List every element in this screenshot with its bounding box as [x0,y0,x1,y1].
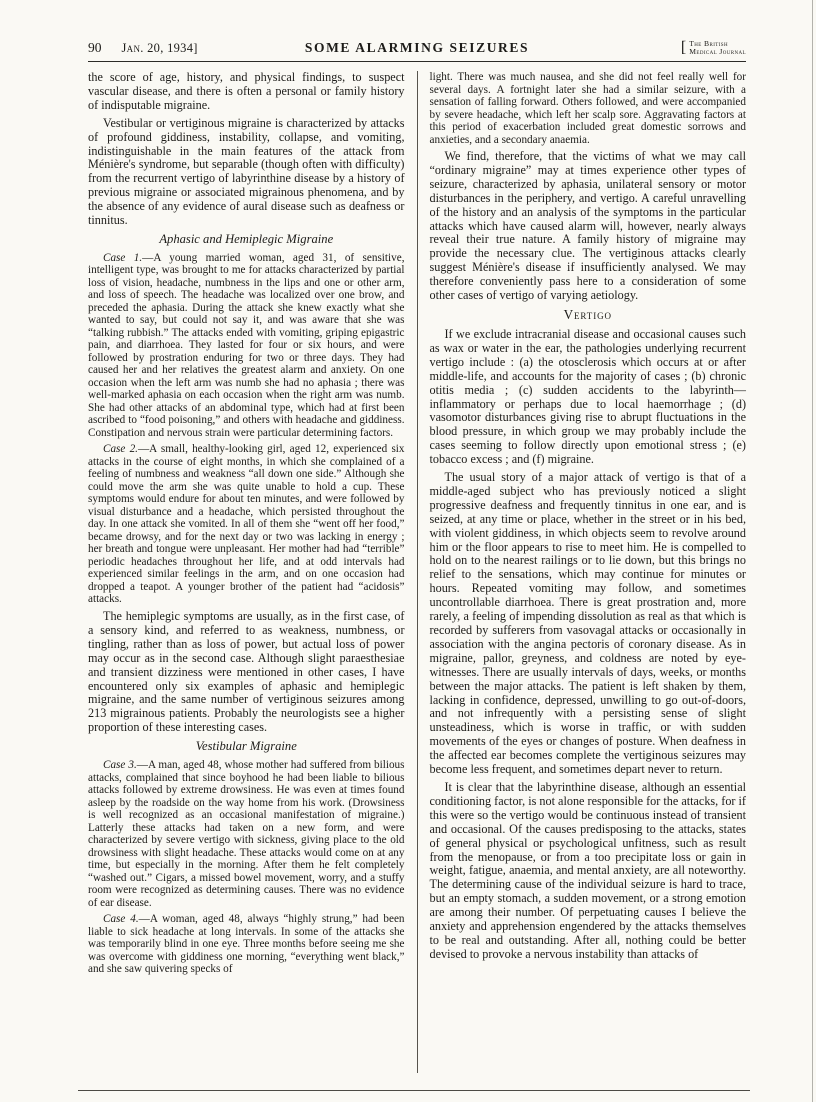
section-heading-vestibular-migraine: Vestibular Migraine [195,739,297,754]
journal-name [681,40,746,56]
header-left [88,40,305,56]
usual-story-paragraph: The usual story of a major attack of vertigo is that of a middle-aged subject who has previously noticed a slight progressive deafness and frequently tinnitus in one ear, and is seized, at any time or place, whether in the street or in his bed, with violent giddiness, in which objects seem to revolve around him or the floor appears to rise to meet him. He is compelled to hold on to the nearest railings or to lie down, but this brings no relief to the sensations, which may continue for minutes or hours. Repeated vomiting may follow, and sometimes uncontrollable diarrhoea. There is great prostration and, more rarely, a feeling of impending dissolution as real as that which is recorded by sufferers from vasovagal attacks or occasionally in association with the angina pectoris of coronary disease. As in migraine, pallor, greyness, and coldness are noted by eye-witnesses. There are usually intervals of days, weeks, or months between the major attacks. The patient is left shaken by them, lacking in confidence, depressed, unwilling to go out-of-doors, and not infrequently with a persisting sense of slight unsteadiness, which is worse in traffic, or with sudden movements of the eyes or changes of posture. When deafness in the affected ear becomes complete the vertiginous seizures may become less frequent, and sometimes depart never to return. [429,470,746,777]
case-4-label: Case 4. [103,913,139,926]
header-rule [88,61,746,62]
case-4-continued-paragraph: light. There was much nausea, and she did not feel really well for several days. A fortnight later she had a similar seizure, with a sensation of falling forward. Others followed, and were accompanied by severe headache, which left her scalp sore. Aggravating factors at this period of exacerbation included great domestic sorrows and anxieties, and a secondary anaemia. [429,71,746,146]
hemiplegic-symptoms-paragraph: The hemiplegic symptoms are usually, as in the first case, of a sensory kind, and referred to as weakness, numbness, or tingling, rather than as loss of power, but actual loss of power may occur as in the second case. Although slight paraesthesiae and transient dizziness were mentioned in other cases, I have encountered only six examples of aphasic and hemiplegic migraine, and the same number of vertiginous seizures among 213 migrainous patients. Probably the neurologists see a higher proportion of these interesting cases. [88,608,405,735]
labyrinthine-disease-paragraph: It is clear that the labyrinthine disease, although an essential conditioning factor, is not alone responsible for the attacks, for if this were so the vertigo would be continuous instead of transient and occasional. Of the causes predisposing to the attacks, states of general physical or psychological unfitness, such as result from the menopause, or from a too precipitate loss or gain in weight, fatigue, anaemia, and mental anxiety, are all noteworthy. The determining cause of the individual seizure is hard to trace, but an empty stomach, a sudden movement, or a strong emotion are among their number. Of perpetuating causes I believe the anxiety and apprehension engendered by the attacks themselves to be real and outstanding. After all, nothing could be better devised to provoke a nervous instability than attacks of [429,779,746,961]
continued-intro-paragraph: the score of age, history, and physical findings, to suspect vascular disease, and there is often a personal or family history of indisputable migraine. [88,70,405,112]
we-find-paragraph: We find, therefore, that the victims of what we may call “ordinary migraine” may at times experience other types of seizure, characterized by aphasia, unilateral sensory or motor disturbances in the periphery, and vertigo. A careful unravelling of the history and an analysis of the symptoms in the particular attacks which have caused alarm will, however, nearly always reveal their true nature. A family history of migraine may provide the necessary clue. The vertiginous attacks clearly suggest Ménière's disease if insufficiently analysed. We may therefore conveniently pass here to a consideration of some other cases of vertigo of varying aetiology. [429,149,746,303]
case-3-label: Case 3. [103,759,137,772]
vertigo-causes-paragraph: If we exclude intracranial disease and occasional causes such as wax or water in the ear, the pathologies underlying recurrent vertigo include : (a) the otosclerosis which occurs at or after middle-life, and accounts for the majority of cases ; (b) chronic otitis media ; (c) sudden accidents to the labyrinth—inflammatory or perhaps due to local haemorrhage ; (d) vasomotor disturbances giving rise to abrupt fluctuations in the blood pressure, in which group we may probably include the cases seeming to follow directly upon emotional stress ; (e) tobacco excess ; and (f) migraine. [429,326,746,467]
case-4-text: —A woman, aged 48, always “highly strung,” had been liable to sick headache at long intervals. In some of the attacks she was temporarily blind in one eye. Three months before seeing me she was overcome with giddiness one morning, “everything went black,” and she saw quivering specks of [88,913,405,976]
page-header [88,40,746,56]
article-body [88,71,746,1073]
section-heading-vertigo: Vertigo [563,306,612,322]
footer-rule [78,1090,750,1091]
opening-bracket-glyph: [ [680,39,687,56]
issue-date: Jan. 20, 1934] [121,41,198,55]
case-1-text: —A young married woman, aged 31, of sensitive, intelligent type, was brought to me for attacks characterized by partial loss of vision, headache, numbness in the lips and one or other arm, and loss of speech. The headache was localized over one brow, and preceded the aphasia. During the attack she knew exactly what she wanted to say, but could not say it, and was aware that she was “talking rubbish.” The attacks ended with vomiting, griping epigastric pain, and diarrhoea. They lasted for four or six hours, and were followed by prostration enduring for two or three days. They had caused her and her relatives the greatest alarm and anxiety. On one occasion when the left arm was numb she had no aphasia ; there was well-marked aphasia on each occasion when the right arm was numb. She had other attacks of an abdominal type, which had at first been ascribed to “food poisoning,” and others with headache and giddiness. Constipation and nervous strain were particular determining factors. [88,251,405,439]
left-column [88,71,405,1073]
column-divider [417,71,418,1073]
case-3-paragraph [88,759,405,909]
journal-name-lines [689,40,746,56]
journal-name-line2: Medical Journal [689,47,746,56]
case-3-text: —A man, aged 48, whose mother had suffered from bilious attacks, complained that since boyhood he had been liable to bilious attacks followed by extreme drowsiness. He was even at times found asleep by the roadside on the way home from his work. (Drowsiness is well recognized as an occasional manifestation of migraine.) Latterly these attacks had taken on a new form, and were characterized by severe vertigo with sickness, giving place to the old drowsiness with slight headache. These attacks would come on at any time, but especially in the morning. After them he felt completely “washed out.” Cigars, a missed bowel movement, worry, and a stuffy room were recognized as determining causes. There was no evidence of ear disease. [88,759,405,909]
case-1-label: Case 1. [103,251,143,264]
article-title: SOME ALARMING SEIZURES [304,40,530,55]
case-2-text: —A small, healthy-looking girl, aged 12, experienced six attacks in the course of eight months, in which she complained of a feeling of numbness and weakness “all down one side.” Although she could move the arm she was quite unable to hold a cup. These symptoms would endure for about ten minutes, and were followed by visual disturbance and a headache, which persisted throughout the day. In one attack she vomited. In all of them she “went off her food,” became drowsy, and for the next day or two was lacking in energy ; her breath and tongue were unpleasant. Her mother had had “terrible” periodic headaches throughout her life, and at odd intervals had experienced similar feelings in the arm, and on one occasion had dropped a teapot. A younger brother of the patient had “acidosis” attacks. [88,443,405,606]
journal-name-line1: The British [689,39,728,48]
vestibular-definition-paragraph: Vestibular or vertiginous migraine is characterized by attacks of profound giddiness, instability, collapse, and vomiting, indistinguishable in the main features of the attack from Ménière's syndrome, but separable (though often with difficulty) from the recurrent vertigo of labyrinthine disease by a history of previous migraine or associated migrainous phenomena, and by the absence of any evidence of aural disease such as deafness or tinnitus. [88,115,405,228]
case-2-label: Case 2. [103,443,138,456]
case-1-paragraph [88,252,405,440]
case-4-paragraph [88,913,405,976]
case-2-paragraph [88,443,405,606]
page-number: 90 [88,40,102,55]
right-column [430,71,747,1073]
section-heading-aphasic-hemiplegic: Aphasic and Hemiplegic Migraine [159,231,334,246]
scan-edge-line [812,0,813,1102]
